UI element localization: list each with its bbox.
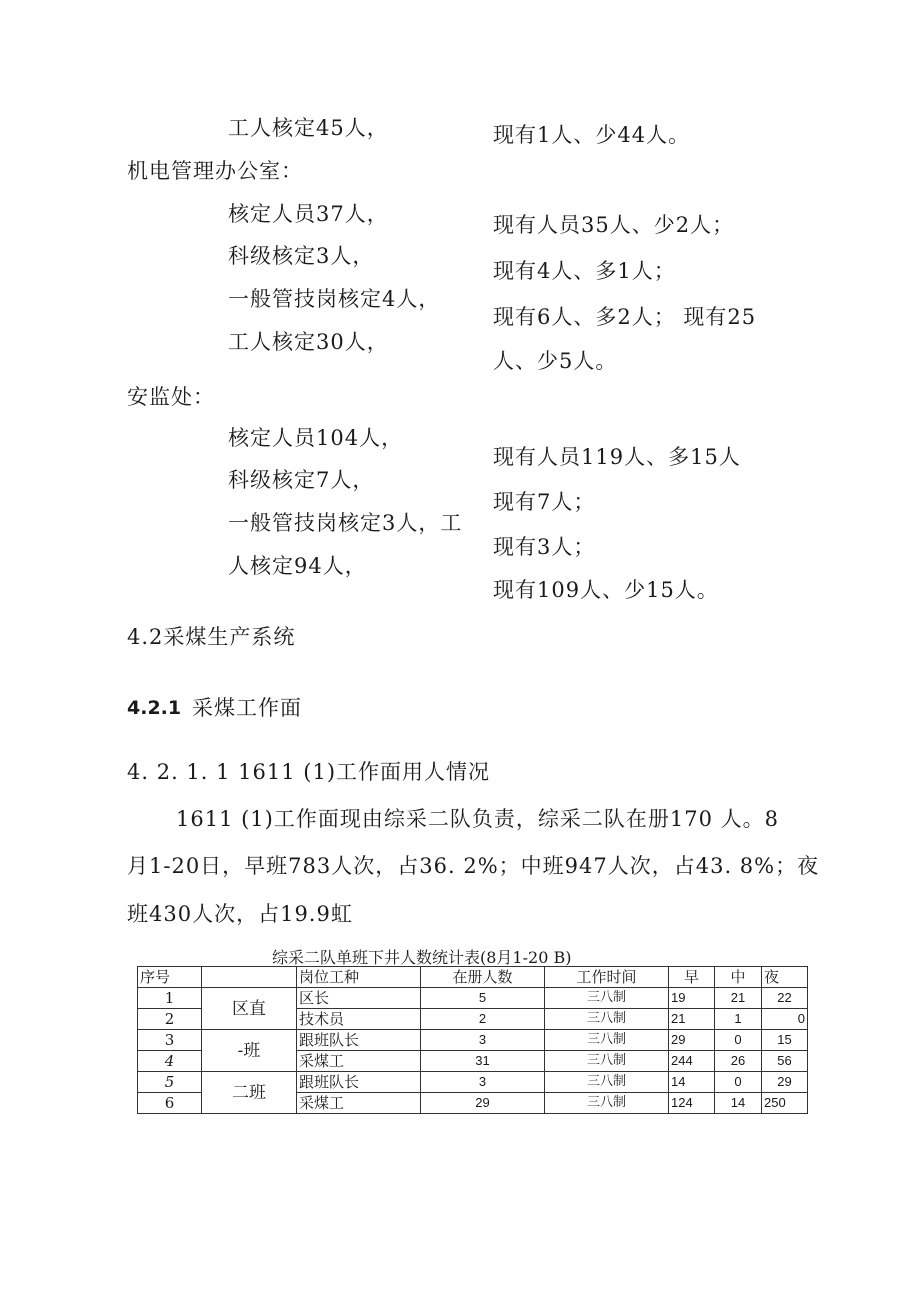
cell-job: 采煤工	[297, 1051, 421, 1072]
paragraph-line-1: 1611 (1)工作面现由综采二队负责，综采二队在册170 人。8	[176, 807, 779, 831]
cell-night: 22	[762, 988, 808, 1009]
text-aj-existing-workers: 现有109人、少15人。	[493, 578, 719, 602]
cell-seq: 3	[138, 1030, 202, 1051]
header-time: 工作时间	[545, 967, 669, 988]
text-existing-1: 现有1人、少44人。	[493, 123, 691, 147]
header-count: 在册人数	[421, 967, 545, 988]
heading-4-2: 4.2采煤生产系统	[127, 625, 296, 649]
cell-time: 三八制	[545, 1030, 669, 1051]
header-job: 岗位工种	[297, 967, 421, 988]
text-workers-quota-45: 工人核定45人，	[228, 116, 389, 140]
cell-mid: 1	[715, 1009, 762, 1030]
cell-seq: 4	[138, 1051, 202, 1072]
cell-seq: 1	[138, 988, 202, 1009]
cell-early: 244	[669, 1051, 715, 1072]
text-jd-quota-workers: 工人核定30人，	[228, 330, 389, 354]
cell-time: 三八制	[545, 1009, 669, 1030]
text-jd-existing-staff: 现有人员35人、少2人；	[493, 213, 735, 237]
cell-mid: 0	[715, 1072, 762, 1093]
text-aj-existing-staff: 现有人员119人、多15人	[493, 445, 741, 469]
cell-mid: 14	[715, 1093, 762, 1114]
cell-job: 技术员	[297, 1009, 421, 1030]
cell-group-ban1: -班	[202, 1030, 297, 1072]
cell-night: 0	[762, 1009, 808, 1030]
heading-4-2-1-1: 4. 2. 1. 1 1611 (1)工作面用人情况	[127, 760, 491, 784]
table-caption: 综采二队单班下井人数统计表(8月1-20 B)	[272, 948, 572, 967]
heading-4-2-1-title: 采煤工作面	[192, 696, 302, 720]
staff-shift-table	[137, 966, 808, 1114]
header-seq: 序号	[138, 967, 202, 988]
text-jd-quota-staff: 核定人员37人，	[228, 202, 389, 226]
text-jd-existing-tech: 现有6人、多2人； 现有25	[493, 305, 757, 329]
table-row	[138, 1072, 808, 1093]
cell-early: 29	[669, 1030, 715, 1051]
text-jd-quota-section: 科级核定3人，	[228, 244, 375, 268]
cell-night: 15	[762, 1030, 808, 1051]
cell-mid: 0	[715, 1030, 762, 1051]
cell-early: 21	[669, 1009, 715, 1030]
cell-night: 250	[762, 1093, 808, 1114]
cell-night: 56	[762, 1051, 808, 1072]
cell-job: 采煤工	[297, 1093, 421, 1114]
cell-job: 跟班队长	[297, 1030, 421, 1051]
dept-safety-supervision: 安监处：	[127, 385, 215, 409]
cell-time: 三八制	[545, 988, 669, 1009]
cell-time: 三八制	[545, 1093, 669, 1114]
heading-4-2-1-number: 4.2.1	[127, 697, 182, 719]
text-jd-existing-workers: 人、少5人。	[493, 349, 618, 373]
table-header-row	[138, 967, 808, 988]
text-aj-quota-tech: 一般管技岗核定3人，工	[228, 511, 463, 535]
dept-electromechanical: 机电管理办公室：	[127, 159, 303, 183]
paragraph-line-2: 月1-20日，早班783人次，占36. 2%；中班947人次，占43. 8%；夜	[127, 854, 820, 878]
cell-job: 跟班队长	[297, 1072, 421, 1093]
cell-seq: 5	[138, 1072, 202, 1093]
cell-mid: 26	[715, 1051, 762, 1072]
cell-group-quzhi: 区直	[202, 988, 297, 1030]
text-jd-quota-tech: 一般管技岗核定4人，	[228, 287, 441, 311]
paragraph-line-3: 班430人次，占19.9虹	[127, 902, 353, 926]
table-row	[138, 1030, 808, 1051]
cell-group-ban2: 二班	[202, 1072, 297, 1114]
cell-count: 3	[421, 1072, 545, 1093]
cell-time: 三八制	[545, 1072, 669, 1093]
header-night: 夜	[762, 967, 808, 988]
cell-count: 29	[421, 1093, 545, 1114]
cell-count: 2	[421, 1009, 545, 1030]
text-aj-existing-tech: 现有3人；	[493, 535, 596, 559]
text-jd-existing-section: 现有4人、多1人；	[493, 259, 676, 283]
cell-mid: 21	[715, 988, 762, 1009]
cell-early: 19	[669, 988, 715, 1009]
cell-early: 14	[669, 1072, 715, 1093]
cell-count: 5	[421, 988, 545, 1009]
text-aj-quota-section: 科级核定7人，	[228, 468, 375, 492]
header-early: 早	[669, 967, 715, 988]
cell-seq: 2	[138, 1009, 202, 1030]
cell-count: 31	[421, 1051, 545, 1072]
cell-early: 124	[669, 1093, 715, 1114]
table-row	[138, 988, 808, 1009]
cell-night: 29	[762, 1072, 808, 1093]
header-mid: 中	[715, 967, 762, 988]
text-aj-quota-workers: 人核定94人，	[228, 554, 367, 578]
header-group	[202, 967, 297, 988]
text-aj-quota-staff: 核定人员104人，	[228, 426, 404, 450]
cell-count: 3	[421, 1030, 545, 1051]
cell-job: 区长	[297, 988, 421, 1009]
cell-seq: 6	[138, 1093, 202, 1114]
text-aj-existing-section: 现有7人；	[493, 490, 596, 514]
cell-time: 三八制	[545, 1051, 669, 1072]
